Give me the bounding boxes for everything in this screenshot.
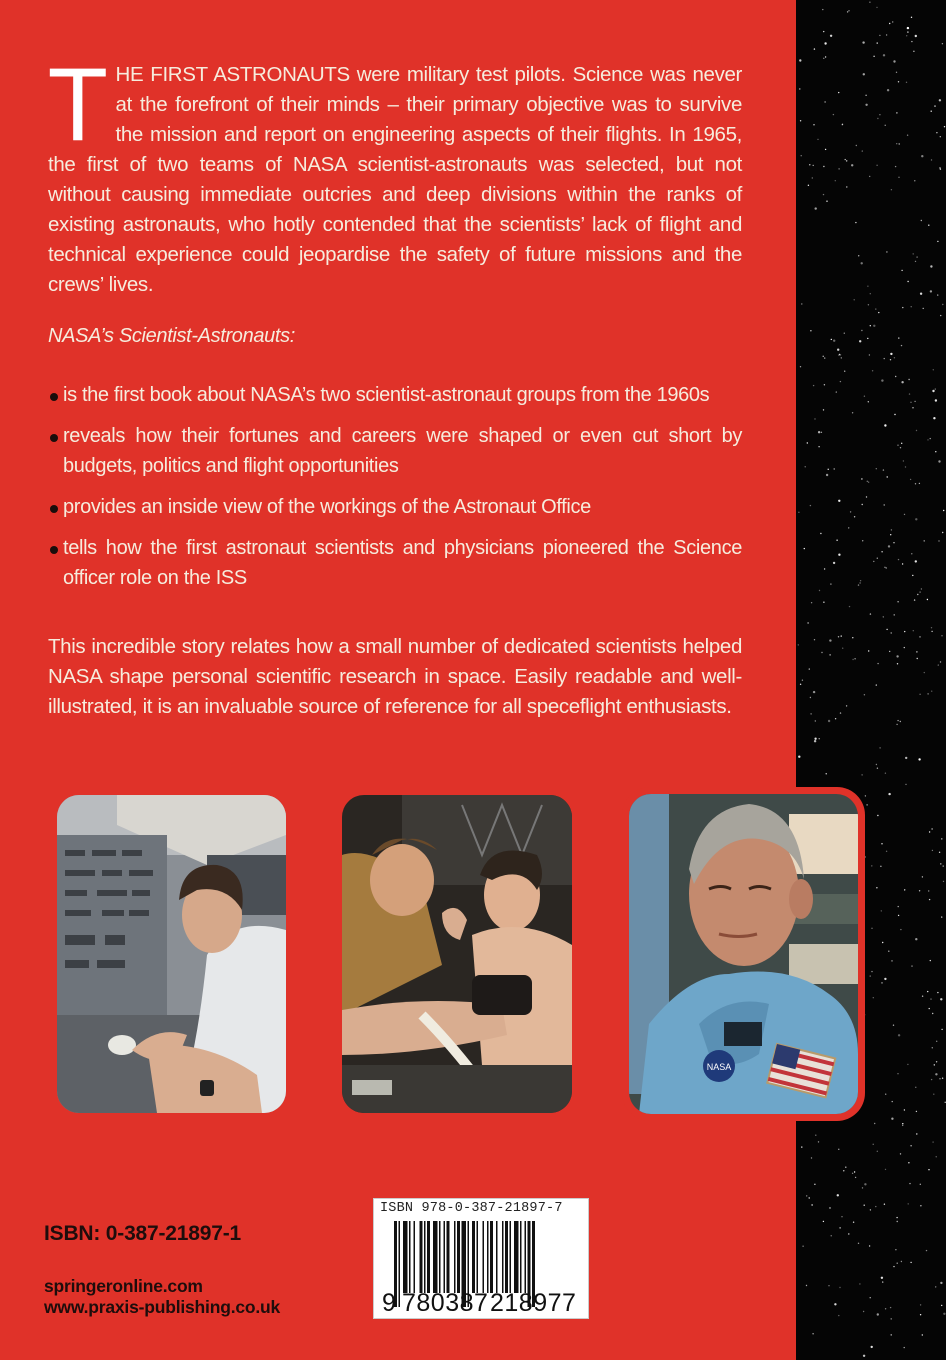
- barcode-right-digits: 218977: [490, 1289, 577, 1317]
- barcode-first-digit: 9: [382, 1289, 396, 1317]
- photo-medical-experiment: [342, 795, 572, 1113]
- intro-paragraph: [47, 47, 742, 300]
- feature-bullet-list: [48, 380, 742, 604]
- closing-paragraph: This incredible story relates how a small number of dedicated scientists helped NASA shape personal scientific research in space. Easily readable and well-illustrated, it is an invaluable source of reference for all speceflight enthusiasts.: [48, 635, 742, 718]
- bullet-dot-icon: [50, 434, 58, 442]
- isbn-13-label: ISBN 978-0-387-21897-7: [380, 1201, 563, 1216]
- intro-text: HE FIRST ASTRONAUTS were military test pilots. Science was never at the forefront of their minds – their primary objective was to survive the mission and report on engineering aspects of their flights. In 1965, the first of two teams of NASA scientist-astronauts was selected, but not without causing immediate outcries and deep divisions within the ranks of existing astronauts, who hotly contended that the scientists’ lack of flight and technical experience could jeopardise the safety of future missions and the crews’ lives.: [48, 63, 742, 296]
- astronaut-portrait-image: [629, 794, 858, 1114]
- bullet-item: [48, 380, 742, 410]
- astronaut-console-image: [57, 795, 286, 1113]
- bullet-item: [48, 421, 742, 481]
- bullet-text: is the first book about NASA’s two scientist-astronaut groups from the 1960s: [63, 384, 710, 406]
- bullet-item: [48, 533, 742, 593]
- springer-link[interactable]: springeronline.com: [44, 1276, 203, 1296]
- bullet-text: provides an inside view of the workings of the Astronaut Office: [63, 496, 591, 518]
- isbn-barcode: [373, 1198, 589, 1319]
- praxis-link[interactable]: www.praxis-publishing.co.uk: [44, 1297, 281, 1317]
- medical-experiment-image: [342, 795, 572, 1113]
- bullet-text: tells how the first astronaut scientists and physicians pioneered the Science officer role on the ISS: [63, 537, 742, 589]
- photo-astronaut-portrait: [629, 794, 858, 1114]
- isbn-10-label: ISBN: 0-387-21897-1: [44, 1222, 241, 1245]
- barcode-left-digits: 780387: [402, 1289, 489, 1317]
- svg-text:NASA: NASA: [706, 1062, 732, 1072]
- book-title-lead: NASA’s Scientist-Astronauts:: [48, 325, 295, 347]
- bullet-text: reveals how their fortunes and careers were shaped or even cut short by budgets, politics and flight opportunities: [63, 425, 742, 477]
- bullet-dot-icon: [50, 546, 58, 554]
- photo-astronaut-console: [57, 795, 286, 1113]
- bullet-item: [48, 492, 742, 522]
- bullet-dot-icon: [50, 505, 58, 513]
- bullet-dot-icon: [50, 393, 58, 401]
- dropcap-letter: T: [47, 47, 108, 163]
